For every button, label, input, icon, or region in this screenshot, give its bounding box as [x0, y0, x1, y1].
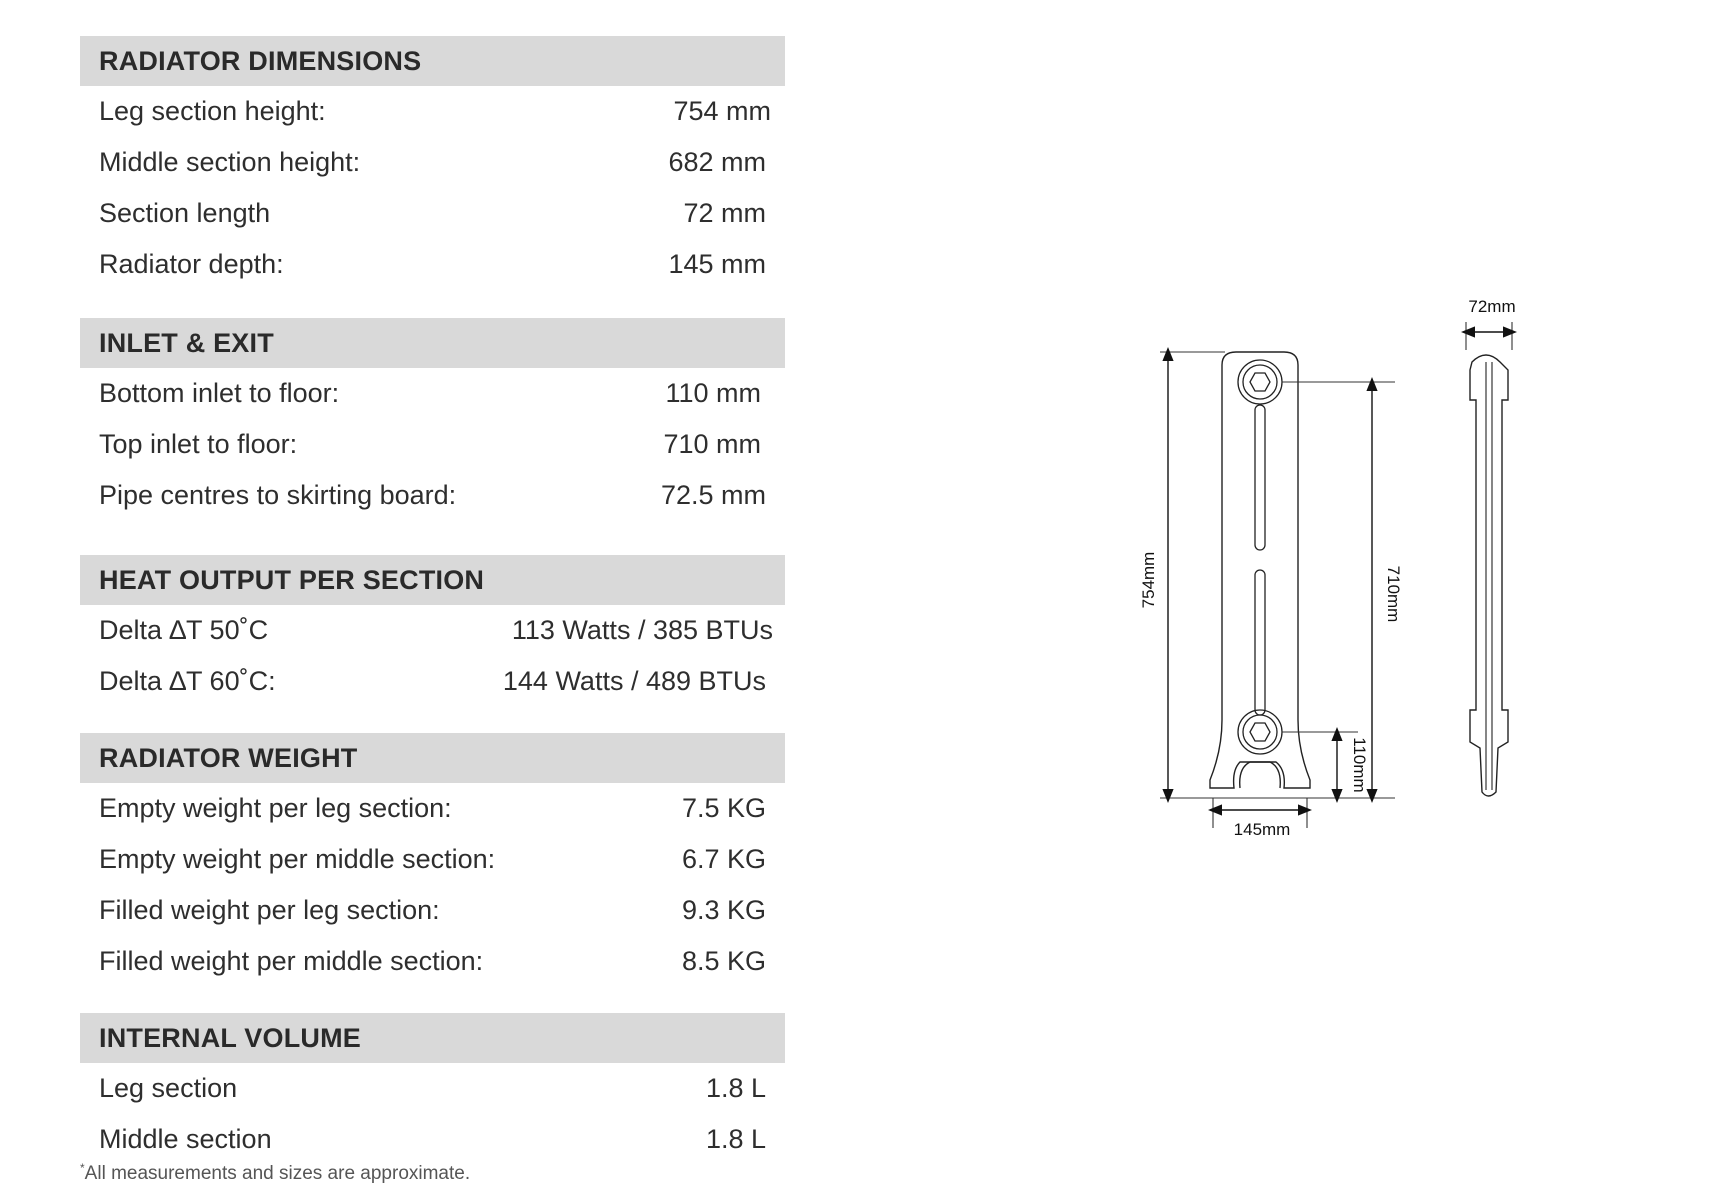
spec-row — [80, 885, 785, 936]
spec-value: 7.5 KG — [681, 793, 766, 823]
section-inlet-exit — [80, 318, 785, 521]
radiator-leg-cutout — [1240, 762, 1281, 788]
spec-row — [80, 137, 785, 188]
spec-label: Middle section — [99, 1124, 272, 1154]
radiator-drawing-svg — [1100, 300, 1620, 920]
section-header: HEAT OUTPUT PER SECTION — [80, 555, 785, 605]
spec-label: Leg section height: — [99, 96, 326, 126]
spec-row — [80, 783, 785, 834]
spec-value: 754 mm — [673, 96, 771, 126]
spec-row — [80, 368, 785, 419]
spec-label: Filled weight per leg section: — [99, 895, 440, 925]
spec-label: Pipe centres to skirting board: — [99, 480, 457, 510]
spec-value: 8.5 KG — [681, 946, 766, 976]
section-header: RADIATOR DIMENSIONS — [80, 36, 785, 86]
spec-row — [80, 656, 785, 707]
footnote-marker: * — [80, 1161, 85, 1175]
spec-row — [80, 239, 785, 290]
radiator-technical-drawing — [1100, 300, 1620, 920]
radiator-side-outline — [1470, 355, 1508, 796]
spec-value: 6.7 KG — [681, 844, 766, 874]
spec-value: 1.8 L — [705, 1124, 766, 1154]
spec-value: 72.5 mm — [660, 480, 766, 510]
spec-label: Empty weight per middle section: — [99, 844, 496, 874]
spec-label: Section length — [99, 198, 271, 228]
spec-label: Top inlet to floor: — [99, 429, 298, 459]
section-heat-output — [80, 555, 785, 707]
spec-value: 110 mm — [665, 378, 761, 408]
section-header: RADIATOR WEIGHT — [80, 733, 785, 783]
spec-label: Middle section height: — [99, 147, 361, 177]
spec-label: Radiator depth: — [99, 249, 284, 279]
spec-value: 144 Watts / 489 BTUs — [502, 666, 766, 696]
spec-row — [80, 936, 785, 987]
spec-value: 9.3 KG — [681, 895, 766, 925]
top-inlet-710-label: 710mm — [1384, 565, 1403, 623]
section-radiator-weight — [80, 733, 785, 987]
spec-label: Filled weight per middle section: — [99, 946, 484, 976]
depth-145-label: 145mm — [1233, 820, 1291, 839]
height-754-label: 754mm — [1139, 551, 1158, 609]
spec-label: Empty weight per leg section: — [99, 793, 452, 823]
spec-row — [80, 188, 785, 239]
spec-value: 113 Watts / 385 BTUs — [511, 615, 773, 645]
spec-row — [80, 605, 785, 656]
spec-table — [80, 36, 785, 1165]
spec-row — [80, 419, 785, 470]
spec-row — [80, 86, 785, 137]
spec-value: 710 mm — [663, 429, 761, 459]
section-radiator-dimensions — [80, 36, 785, 290]
spec-label: Leg section — [99, 1073, 238, 1103]
spec-value: 145 mm — [668, 249, 766, 279]
length-72-label: 72mm — [1468, 300, 1516, 316]
footnote — [80, 1163, 470, 1185]
spec-row — [80, 1114, 785, 1165]
section-header: INLET & EXIT — [80, 318, 785, 368]
spec-row — [80, 1063, 785, 1114]
spec-row — [80, 470, 785, 521]
spec-row — [80, 834, 785, 885]
section-header: INTERNAL VOLUME — [80, 1013, 785, 1063]
spec-value: 72 mm — [683, 198, 766, 228]
bottom-inlet-110-label: 110mm — [1350, 737, 1369, 793]
spec-value: 1.8 L — [705, 1073, 766, 1103]
spec-label: Bottom inlet to floor: — [99, 378, 340, 408]
footnote-text: All measurements and sizes are approximate. — [84, 1163, 471, 1184]
spec-label: Delta ∆T 60˚C: — [99, 666, 276, 696]
spec-label: Delta ∆T 50˚C — [99, 615, 269, 645]
section-internal-volume — [80, 1013, 785, 1165]
spec-value: 682 mm — [668, 147, 766, 177]
